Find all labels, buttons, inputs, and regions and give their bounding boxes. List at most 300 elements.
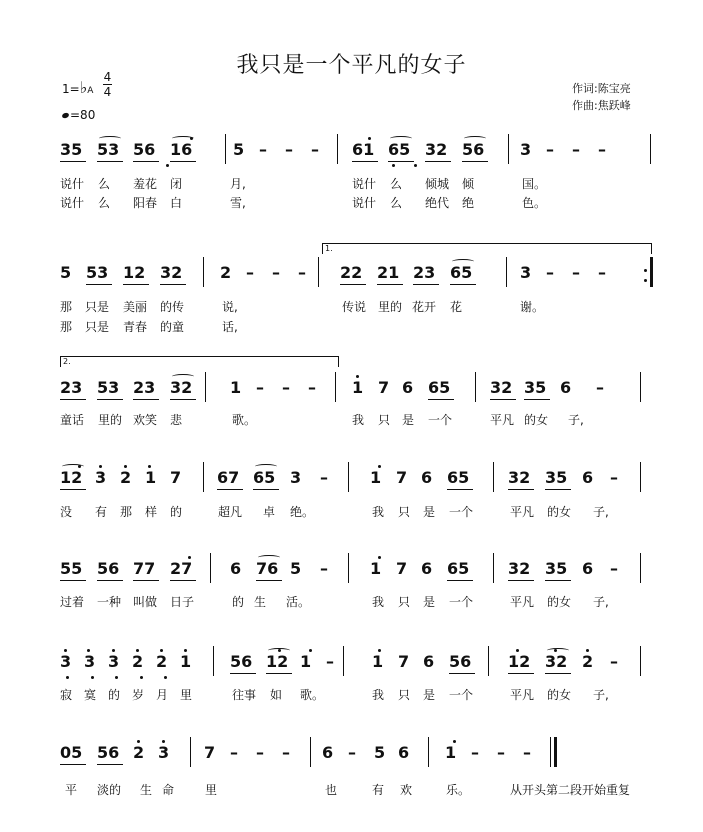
song-title: 我只是一个平凡的女子 bbox=[236, 53, 467, 78]
note: – bbox=[348, 743, 356, 762]
beam-line bbox=[450, 284, 476, 285]
beam-line bbox=[545, 673, 571, 674]
beam-line bbox=[133, 580, 159, 581]
note: 1 bbox=[372, 652, 384, 671]
beam-line bbox=[413, 284, 439, 285]
lyric-word: 么 bbox=[98, 177, 111, 191]
octave-dot-above bbox=[516, 649, 519, 652]
lyric-word: 只是 bbox=[85, 320, 110, 334]
lyric-word: 阳春 bbox=[133, 196, 158, 210]
note: – bbox=[320, 468, 328, 487]
note: 6 bbox=[322, 743, 334, 762]
lyric-word: 寂 bbox=[60, 688, 73, 702]
lyric-word: 月 bbox=[156, 688, 169, 702]
lyric-word: 有 bbox=[372, 783, 385, 797]
note: 1 bbox=[352, 378, 364, 397]
key-tonic: A bbox=[87, 86, 94, 96]
bar-line bbox=[506, 257, 507, 287]
octave-dot-below bbox=[140, 676, 143, 679]
beam-line bbox=[425, 161, 451, 162]
note: 53 bbox=[97, 378, 120, 397]
note: – bbox=[610, 468, 618, 487]
lyric-word: 里的 bbox=[98, 413, 123, 427]
lyric-word: 的传 bbox=[160, 300, 185, 314]
octave-dot-above bbox=[184, 649, 187, 652]
note: 2 bbox=[156, 652, 168, 671]
bar-line bbox=[337, 134, 338, 164]
note: 23 bbox=[60, 378, 83, 397]
lyric-word: 谢。 bbox=[520, 300, 545, 314]
note: – bbox=[282, 378, 290, 397]
octave-dot-above bbox=[453, 740, 456, 743]
octave-dot-below bbox=[414, 164, 417, 167]
lyric-word: 有 bbox=[95, 505, 108, 519]
lyric-word: 的 bbox=[108, 688, 121, 702]
lyric-word: 么 bbox=[390, 196, 403, 210]
beam-line bbox=[490, 399, 516, 400]
octave-dot-above bbox=[148, 465, 151, 468]
note: – bbox=[230, 743, 238, 762]
note: 2 bbox=[582, 652, 594, 671]
lyric-word: 色。 bbox=[522, 196, 547, 210]
bar-line bbox=[210, 553, 211, 583]
note: – bbox=[598, 263, 606, 282]
note: 23 bbox=[133, 378, 156, 397]
bar-line bbox=[348, 553, 349, 583]
note: 6 bbox=[560, 378, 572, 397]
octave-dot-above bbox=[78, 465, 81, 468]
lyric-word: 子, bbox=[593, 688, 609, 702]
tempo-value: =80 bbox=[70, 108, 96, 122]
repeat-instruction: 从开头第二段开始重复 bbox=[510, 783, 631, 797]
slur-mark bbox=[452, 259, 474, 264]
slur-mark bbox=[464, 136, 486, 141]
beam-line bbox=[60, 489, 86, 490]
note: – bbox=[546, 140, 554, 159]
octave-dot-below bbox=[392, 164, 395, 167]
note: 65 bbox=[388, 140, 411, 159]
beam-line bbox=[428, 399, 454, 400]
beam-line bbox=[160, 284, 186, 285]
note: 65 bbox=[253, 468, 276, 487]
note: 12 bbox=[266, 652, 289, 671]
note: 6 bbox=[582, 468, 594, 487]
flat-sign: ♭ bbox=[79, 78, 88, 97]
note: 2 bbox=[220, 263, 232, 282]
beam-line bbox=[170, 399, 196, 400]
lyric-word: 淡的 bbox=[97, 783, 122, 797]
bar-line bbox=[650, 134, 651, 164]
lyric-word: 那 bbox=[60, 300, 73, 314]
bar-line bbox=[493, 553, 494, 583]
lyric-word: 说什 bbox=[352, 177, 377, 191]
lyric-word: 雪, bbox=[230, 196, 246, 210]
lyric-word: 欢 bbox=[400, 783, 413, 797]
octave-dot-below bbox=[91, 676, 94, 679]
octave-dot-below bbox=[115, 676, 118, 679]
note: – bbox=[311, 140, 319, 159]
note: – bbox=[282, 743, 290, 762]
lyric-word: 乐。 bbox=[446, 783, 471, 797]
octave-dot-above bbox=[378, 556, 381, 559]
bar-line bbox=[640, 553, 641, 583]
lyric-word: 里的 bbox=[378, 300, 403, 314]
octave-dot-above bbox=[278, 649, 281, 652]
note: 5 bbox=[290, 559, 302, 578]
final-barline-thin bbox=[550, 737, 551, 767]
bar-line bbox=[335, 372, 336, 402]
note: 55 bbox=[60, 559, 83, 578]
lyric-word: 平凡 bbox=[510, 688, 535, 702]
octave-dot-above bbox=[190, 137, 193, 140]
beam-line bbox=[133, 399, 159, 400]
octave-dot-below bbox=[166, 164, 169, 167]
note: 6 bbox=[230, 559, 242, 578]
note: – bbox=[497, 743, 505, 762]
lyric-word: 平凡 bbox=[510, 595, 535, 609]
bar-line bbox=[190, 737, 191, 767]
lyric-word: 白 bbox=[170, 196, 183, 210]
beam-line bbox=[217, 489, 243, 490]
note: – bbox=[471, 743, 479, 762]
note: 3 bbox=[158, 743, 170, 762]
note: 3 bbox=[108, 652, 120, 671]
note: 32 bbox=[490, 378, 513, 397]
beam-line bbox=[256, 580, 282, 581]
lyric-word: 也 bbox=[325, 783, 338, 797]
slur-mark bbox=[390, 136, 412, 141]
bar-line bbox=[640, 372, 641, 402]
lyric-word: 的 bbox=[232, 595, 245, 609]
lyric-word: 么 bbox=[390, 177, 403, 191]
octave-dot-above bbox=[99, 465, 102, 468]
lyric-word: 活。 bbox=[286, 595, 311, 609]
note: 6 bbox=[423, 652, 435, 671]
repeat-dot bbox=[644, 279, 647, 282]
meter-top: 4 bbox=[103, 70, 112, 84]
lyric-word: 寞 bbox=[84, 688, 97, 702]
beam-line bbox=[266, 673, 292, 674]
octave-dot-above bbox=[554, 649, 557, 652]
beam-line bbox=[508, 580, 534, 581]
lyric-word: 平凡 bbox=[490, 413, 515, 427]
note: 3 bbox=[520, 140, 532, 159]
lyric-word: 美丽 bbox=[123, 300, 148, 314]
note: 6 bbox=[582, 559, 594, 578]
bar-line bbox=[225, 134, 226, 164]
lyric-word: 倾城 bbox=[425, 177, 450, 191]
lyric-word: 卓 bbox=[263, 505, 276, 519]
octave-dot-above bbox=[137, 740, 140, 743]
octave-dot-above bbox=[368, 137, 371, 140]
meter-bottom: 4 bbox=[103, 85, 112, 99]
lyric-word: 的童 bbox=[160, 320, 185, 334]
beam-line bbox=[447, 580, 473, 581]
note: 7 bbox=[396, 468, 408, 487]
key-signature bbox=[62, 78, 93, 97]
lyric-word: 我 bbox=[372, 595, 385, 609]
note: – bbox=[523, 743, 531, 762]
note: 16 bbox=[170, 140, 193, 159]
lyric-word: 是 bbox=[402, 413, 415, 427]
note: 2 bbox=[132, 652, 144, 671]
beam-line bbox=[508, 673, 534, 674]
beam-line bbox=[60, 580, 86, 581]
note: 35 bbox=[545, 559, 568, 578]
note: 7 bbox=[378, 378, 390, 397]
note: 1 bbox=[145, 468, 157, 487]
credits bbox=[572, 80, 631, 114]
lyric-word: 生 bbox=[140, 783, 153, 797]
note: – bbox=[546, 263, 554, 282]
lyricist-credit: 作词:陈宝亮 bbox=[572, 82, 631, 95]
octave-dot-above bbox=[64, 649, 67, 652]
lyric-word: 倾 bbox=[462, 177, 475, 191]
lyric-word: 童话 bbox=[60, 413, 85, 427]
note: – bbox=[572, 263, 580, 282]
lyric-word: 的 bbox=[170, 505, 183, 519]
slur-mark bbox=[255, 464, 277, 469]
note: 1 bbox=[300, 652, 312, 671]
lyric-word: 一个 bbox=[428, 413, 453, 427]
note: 3 bbox=[95, 468, 107, 487]
note: 5 bbox=[233, 140, 245, 159]
volta-second-ending: 2. bbox=[60, 356, 339, 367]
octave-dot-above bbox=[356, 375, 359, 378]
lyric-word: 么 bbox=[98, 196, 111, 210]
slur-mark bbox=[258, 555, 280, 560]
lyric-word: 的女 bbox=[524, 413, 549, 427]
lyric-word: 闭 bbox=[170, 177, 183, 191]
lyric-word: 子, bbox=[593, 505, 609, 519]
lyric-word: 那 bbox=[120, 505, 133, 519]
note: 12 bbox=[123, 263, 146, 282]
lyric-word: 国。 bbox=[522, 177, 547, 191]
lyric-word: 月, bbox=[230, 177, 246, 191]
note: – bbox=[259, 140, 267, 159]
beam-line bbox=[86, 284, 112, 285]
note: – bbox=[326, 652, 334, 671]
note: 22 bbox=[340, 263, 363, 282]
octave-dot-above bbox=[378, 465, 381, 468]
lyric-word: 没 bbox=[60, 505, 73, 519]
slur-mark bbox=[172, 374, 194, 379]
note: – bbox=[572, 140, 580, 159]
lyric-word: 说, bbox=[222, 300, 238, 314]
note: – bbox=[610, 652, 618, 671]
note: 53 bbox=[86, 263, 109, 282]
lyric-word: 说什 bbox=[60, 177, 85, 191]
lyric-word: 传说 bbox=[342, 300, 367, 314]
note: 12 bbox=[508, 652, 531, 671]
octave-dot-below bbox=[66, 676, 69, 679]
note: 77 bbox=[133, 559, 156, 578]
lyric-word: 子, bbox=[568, 413, 584, 427]
note: 5 bbox=[374, 743, 386, 762]
lyric-word: 歌。 bbox=[232, 413, 257, 427]
lyric-word: 青春 bbox=[123, 320, 148, 334]
note: 35 bbox=[545, 468, 568, 487]
lyric-word: 说什 bbox=[60, 196, 85, 210]
note: 6 bbox=[402, 378, 414, 397]
beam-line bbox=[508, 489, 534, 490]
beam-line bbox=[133, 161, 159, 162]
note: 23 bbox=[413, 263, 436, 282]
lyric-word: 命 bbox=[162, 783, 175, 797]
lyric-word: 花开 bbox=[412, 300, 437, 314]
beam-line bbox=[352, 161, 378, 162]
bar-line bbox=[318, 257, 319, 287]
beam-line bbox=[462, 161, 488, 162]
note: 67 bbox=[217, 468, 240, 487]
note: 21 bbox=[377, 263, 400, 282]
bar-line bbox=[475, 372, 476, 402]
lyric-word: 一个 bbox=[449, 595, 474, 609]
lyric-word: 生 bbox=[254, 595, 267, 609]
note: 32 bbox=[425, 140, 448, 159]
beam-line bbox=[447, 489, 473, 490]
tempo-marking bbox=[62, 108, 95, 122]
lyric-word: 只是 bbox=[85, 300, 110, 314]
note: 2 bbox=[120, 468, 132, 487]
octave-dot-above bbox=[309, 649, 312, 652]
time-signature bbox=[103, 70, 112, 99]
octave-dot-above bbox=[378, 649, 381, 652]
beam-line bbox=[449, 673, 475, 674]
note: – bbox=[610, 559, 618, 578]
lyric-word: 岁 bbox=[132, 688, 145, 702]
final-barline-thick bbox=[554, 737, 557, 767]
note: 65 bbox=[450, 263, 473, 282]
beam-line bbox=[377, 284, 403, 285]
lyric-word: 子, bbox=[593, 595, 609, 609]
bar-line bbox=[508, 134, 509, 164]
beam-line bbox=[524, 399, 550, 400]
octave-dot-above bbox=[136, 649, 139, 652]
note: 1 bbox=[370, 559, 382, 578]
bar-line bbox=[493, 462, 494, 492]
note: 56 bbox=[462, 140, 485, 159]
lyric-word: 里 bbox=[180, 688, 193, 702]
note: 27 bbox=[170, 559, 193, 578]
lyric-word: 只 bbox=[398, 595, 411, 609]
lyric-word: 一个 bbox=[449, 688, 474, 702]
lyric-word: 绝。 bbox=[290, 505, 315, 519]
note: 7 bbox=[170, 468, 182, 487]
lyric-word: 绝代 bbox=[425, 196, 450, 210]
beam-line bbox=[170, 580, 196, 581]
note: – bbox=[272, 263, 280, 282]
note: 3 bbox=[520, 263, 532, 282]
beam-line bbox=[60, 399, 86, 400]
repeat-barline bbox=[650, 257, 653, 287]
key-prefix: 1= bbox=[62, 82, 80, 96]
lyric-word: 往事 bbox=[232, 688, 257, 702]
bar-line bbox=[640, 646, 641, 676]
lyric-word: 花 bbox=[450, 300, 463, 314]
note: 65 bbox=[428, 378, 451, 397]
quarter-note-icon bbox=[61, 112, 69, 119]
lyric-word: 平凡 bbox=[510, 505, 535, 519]
note: 32 bbox=[508, 468, 531, 487]
note: 32 bbox=[508, 559, 531, 578]
bar-line bbox=[310, 737, 311, 767]
note: 7 bbox=[204, 743, 216, 762]
beam-line bbox=[97, 161, 123, 162]
lyric-word: 只 bbox=[398, 688, 411, 702]
bar-line bbox=[205, 372, 206, 402]
lyric-word: 样 bbox=[145, 505, 158, 519]
lyric-word: 说什 bbox=[352, 196, 377, 210]
beam-line bbox=[60, 764, 86, 765]
beam-line bbox=[97, 399, 123, 400]
note: 3 bbox=[290, 468, 302, 487]
note: – bbox=[596, 378, 604, 397]
bar-line bbox=[213, 646, 214, 676]
note: 56 bbox=[97, 743, 120, 762]
lyric-word: 平 bbox=[65, 783, 78, 797]
note: 53 bbox=[97, 140, 120, 159]
lyric-word: 一种 bbox=[97, 595, 122, 609]
octave-dot-above bbox=[112, 649, 115, 652]
lyric-word: 日子 bbox=[170, 595, 195, 609]
lyric-word: 绝 bbox=[462, 196, 475, 210]
note: 65 bbox=[447, 559, 470, 578]
note: 32 bbox=[545, 652, 568, 671]
repeat-dot bbox=[644, 269, 647, 272]
octave-dot-above bbox=[160, 649, 163, 652]
lyric-word: 一个 bbox=[449, 505, 474, 519]
lyric-word: 的女 bbox=[547, 505, 572, 519]
lyric-word: 如 bbox=[270, 688, 283, 702]
note: 32 bbox=[160, 263, 183, 282]
slur-mark bbox=[99, 136, 121, 141]
lyric-word: 只 bbox=[378, 413, 391, 427]
bar-line bbox=[203, 462, 204, 492]
note: 56 bbox=[230, 652, 253, 671]
beam-line bbox=[230, 673, 256, 674]
bar-line bbox=[343, 646, 344, 676]
note: – bbox=[246, 263, 254, 282]
note: 56 bbox=[97, 559, 120, 578]
composer-credit: 作曲:焦跃峰 bbox=[572, 99, 631, 112]
lyric-word: 的女 bbox=[547, 595, 572, 609]
note: 76 bbox=[256, 559, 279, 578]
note: 7 bbox=[398, 652, 410, 671]
lyric-word: 悲 bbox=[170, 413, 183, 427]
octave-dot-above bbox=[124, 465, 127, 468]
note: – bbox=[256, 378, 264, 397]
beam-line bbox=[170, 161, 196, 162]
note: 65 bbox=[447, 468, 470, 487]
note: 5 bbox=[60, 263, 72, 282]
lyric-word: 叫做 bbox=[133, 595, 158, 609]
bar-line bbox=[203, 257, 204, 287]
note: 32 bbox=[170, 378, 193, 397]
note: 6 bbox=[421, 468, 433, 487]
beam-line bbox=[545, 580, 571, 581]
note: 12 bbox=[60, 468, 83, 487]
note: – bbox=[320, 559, 328, 578]
note: – bbox=[598, 140, 606, 159]
bar-line bbox=[348, 462, 349, 492]
lyric-word: 是 bbox=[423, 595, 436, 609]
note: 1 bbox=[445, 743, 457, 762]
note: – bbox=[256, 743, 264, 762]
note: 7 bbox=[396, 559, 408, 578]
lyric-word: 是 bbox=[423, 505, 436, 519]
octave-dot-above bbox=[87, 649, 90, 652]
